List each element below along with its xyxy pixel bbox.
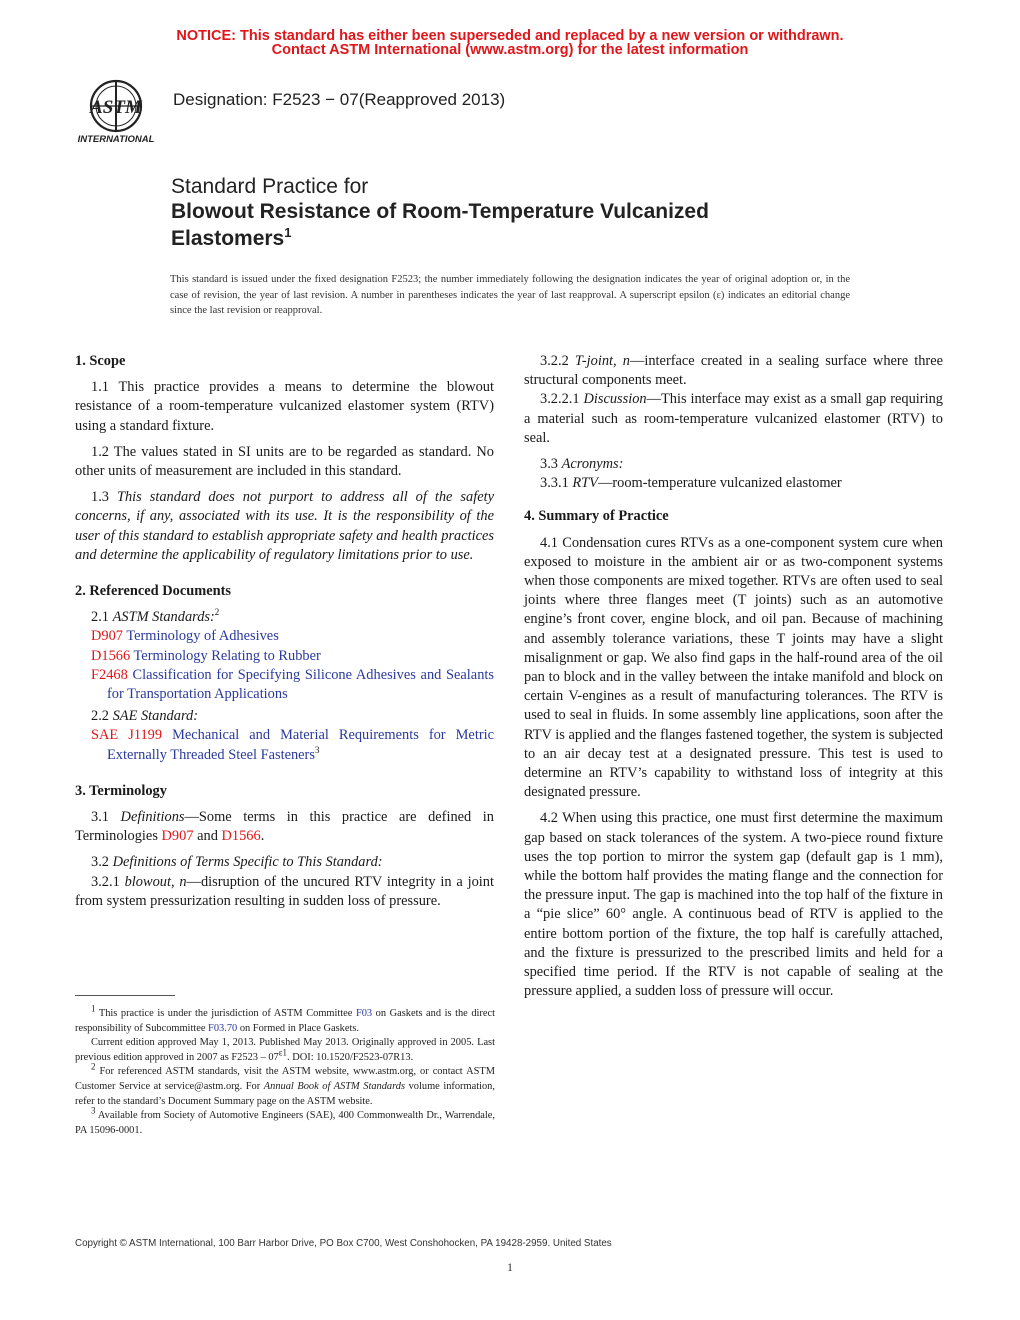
link-d907[interactable]: D907	[161, 828, 194, 845]
ref-item-sae[interactable]: SAE J1199 Mechanical and Material Requirements for Metric Externally Threaded Steel Fasteners$^3$	[91, 727, 494, 763]
ref-item[interactable]: F2468 Classification for Specifying Silicone Adhesives and Sealants for Transportation Applications	[91, 666, 494, 703]
refs-2-1: 2.1 ASTM Standards:$^2$	[91, 607, 220, 626]
title-footnote-ref[interactable]: 1	[284, 225, 292, 240]
refs-2-2: 2.2 SAE Standard:	[91, 708, 198, 725]
logo-org-text: INTERNATIONAL	[77, 134, 155, 145]
scope-1-3: 1.3 This standard does not purport to address all of the safety concerns, if any, associated with its use. It is the responsibility of the user of this standard to establish appropriate safety and health practices and determine the applicability of regulatory limitations prior to use.	[75, 489, 494, 563]
title-line-3: Elastomers$^1$	[171, 225, 292, 250]
footnote-rule	[75, 995, 175, 996]
ref-code-d907[interactable]: D907	[91, 628, 123, 645]
footnote-2: $^2$ For referenced ASTM standards, visit the ASTM website, www.astm.org, or contact ASTM Customer Service at service@astm.org. For Annual Book of ASTM Standards volume information, refer to the standard’s Document Summary page on the ASTM website.	[75, 1061, 495, 1107]
summary-4-2: 4.2 When using this practice, one must first determine the maximum gap based on stack tolerances of the system. A two-piece round fixture uses the top portion to mirror the system gap (default gap is 1 mm), while the bottom half provides the mating flange and the connection for the pressure input. The gap is machined into the top half of the fixture in a “pie slice” 60° angle. A continuous bead of RTV is applied to the entire bottom portion of the fixture, the top half is carefully attached, and the fixture is pressurized to the prescribed limits and held for a specified time period. If the RTV is not capable of sealing at the pressure applied, a sudden loss of pressure will occur.	[524, 810, 943, 1000]
footnote-3: $^3$ Available from Society of Automotive Engineers (SAE), 400 Commonwealth Dr., Warrendale, PA 15096-0001.	[75, 1105, 495, 1136]
notice-line-1: NOTICE: This standard has either been superseded and replaced by a new version or withdrawn.	[176, 28, 844, 44]
term-3-2: 3.2 Definitions of Terms Specific to This Standard:	[91, 854, 383, 871]
link-d1566[interactable]: D1566	[221, 828, 261, 845]
ref-item[interactable]: D907 Terminology of Adhesives	[91, 628, 279, 645]
ref-item[interactable]: D1566 Terminology Relating to Rubber	[91, 647, 321, 664]
ref-code-sae-j1199[interactable]: SAE J1199	[91, 727, 163, 744]
term-3-2-2: 3.2.2 T-joint, n—interface created in a sealing surface where three structural components meet.	[524, 353, 943, 389]
footnote-1: $^1$ This practice is under the jurisdiction of ASTM Committee F03 on Gaskets and is the direct responsibility of Subcommittee F03.70 on Formed in Place Gaskets.	[75, 1003, 495, 1034]
designation: Designation: F2523 − 07(Reapproved 2013)	[173, 90, 506, 109]
footnote-1-edition: Current edition approved May 1, 2013. Published May 2013. Originally approved in 2005. Last previous edition approved in 2007 as $F2523 - 07^{\varepsilon 1}$. DOI: 10.1520/F2523-07R13.	[75, 1037, 495, 1063]
notice-line-2: Contact ASTM International (www.astm.org) for the latest information	[271, 42, 749, 58]
section-heading-summary: 4. Summary of Practice	[524, 508, 669, 525]
page-number: 1	[507, 1260, 513, 1274]
footnotes	[75, 1003, 495, 1138]
section-heading-scope: 1. Scope	[75, 353, 126, 369]
title-line-1: Standard Practice for	[171, 175, 369, 198]
term-3-2-1: 3.2.1 blowout, n—disruption of the uncured RTV integrity in a joint from system pressurization resulting in sudden loss of pressure.	[75, 873, 494, 909]
scope-1-1: 1.1 This practice provides a means to determine the blowout resistance of a room-temperature vulcanized elastomer system (RTV) using a standard fixture.	[75, 379, 494, 434]
section-heading-referenced-documents: 2. Referenced Documents	[75, 583, 231, 600]
summary-4-1: 4.1 Condensation cures RTVs as a one-component system cure when exposed to moisture in the ambient air or as two-component systems when those components are mixed together. RTVs are often used to seal joints where three flanges meet (T joints) such as an automotive engine’s front cover, engine block, and oil pan. Because of machining and assembly tolerance variations, these T joints may have a slight misalignment or gap. We also find gaps in the half-round area of the oil pan to block and in the valley between the intake manifold and block on certain V-engines as a result of manufacturing tolerances. The RTV is used to seal in fluids. In some assembly line applications, soon after the RTV is applied and the flanges fastened together, the system is subjected to an air decay test at a designated pressure. This test is used to determine an RTV’s capability to withstand loss of integrity at this designated pressure.	[524, 534, 943, 801]
term-3-1: 3.1 Definitions—Some terms in this practice are defined in Terminologies D907 and D1566.	[75, 809, 494, 845]
ref-code-d1566[interactable]: D1566	[91, 647, 131, 664]
logo-mark-text: ASTM	[90, 97, 142, 118]
scope-1-2: 1.2 The values stated in SI units are to be regarded as standard. No other units of measurement are included in this standard.	[75, 443, 494, 480]
link-f03-70[interactable]: F03.70	[208, 1022, 238, 1034]
left-column	[75, 352, 494, 911]
ref-code-f2468[interactable]: F2468	[91, 666, 128, 683]
term-3-2-2-1: 3.2.2.1 Discussion—This interface may exist as a small gap requiring a material such as room-temperature vulcanized elastomer (RTV) to seal.	[524, 391, 943, 446]
copyright: Copyright © ASTM International, 100 Barr Harbor Drive, PO Box C700, West Conshohocken, PA 19428-2959. United States	[75, 1238, 612, 1249]
section-heading-terminology: 3. Terminology	[75, 782, 167, 799]
link-f03[interactable]: F03	[355, 1008, 373, 1019]
term-3-3: 3.3 Acronyms:	[540, 456, 624, 473]
astm-logo	[72, 76, 160, 146]
title-line-2: Blowout Resistance of Room-Temperature Vulcanized	[171, 200, 709, 223]
intro-paragraph: This standard is issued under the fixed designation F2523; the number immediately following the designation indicates the year of original adoption or, in the case of revision, the year of last revision. A number in parentheses indicates the year of last reapproval. A superscript epsilon (ε) indicates an editorial change since the last revision or reapproval.	[170, 274, 850, 316]
term-3-3-1: 3.3.1 RTV—room-temperature vulcanized elastomer	[540, 475, 842, 492]
right-column	[524, 352, 943, 1002]
